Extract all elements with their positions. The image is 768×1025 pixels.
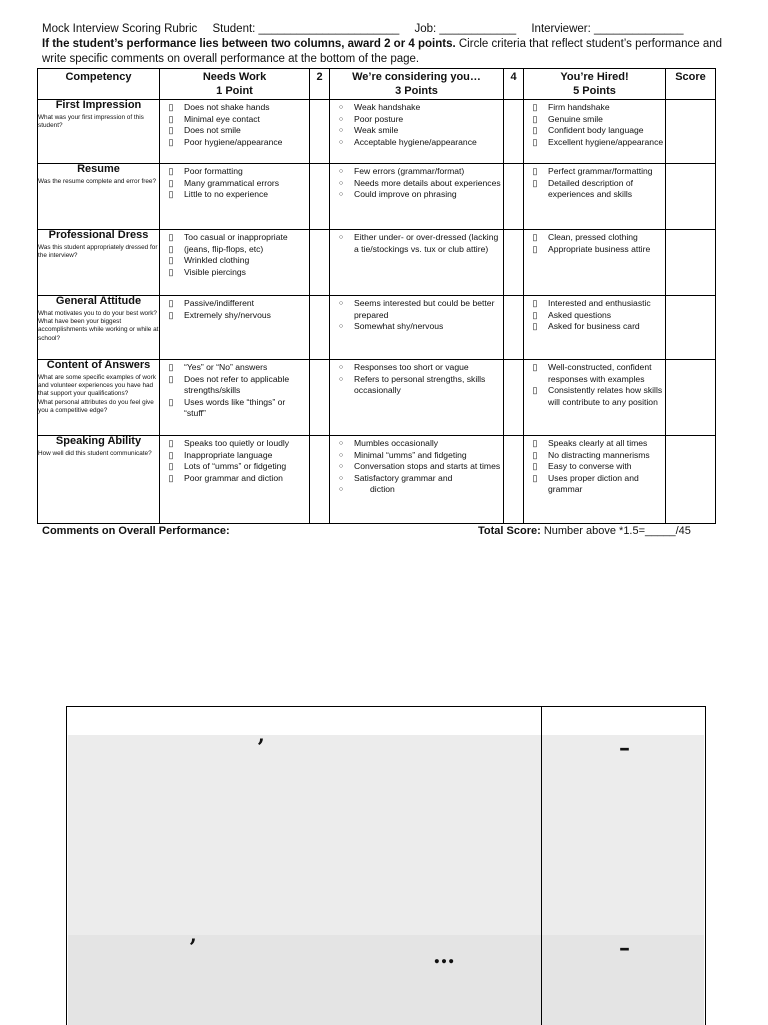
criterion-text: Speaks too quietly or loudly xyxy=(184,438,290,448)
criterion-item[interactable] xyxy=(330,473,503,485)
criterion-item[interactable] xyxy=(160,189,309,201)
hired-cell xyxy=(524,360,666,436)
criterion-text: Mumbles occasionally xyxy=(354,438,439,448)
criterion-item[interactable] xyxy=(330,321,503,333)
shaded-band xyxy=(68,735,541,935)
ellipsis-glyph: … xyxy=(433,943,455,969)
criterion-item[interactable] xyxy=(524,114,665,126)
circle-bullet-icon: ○ xyxy=(338,104,344,111)
lower-table-fragment xyxy=(66,706,706,1025)
needs-work-cell xyxy=(160,100,310,164)
criterion-text: Conversation stops and starts at times xyxy=(354,461,501,472)
criterion-text: Asked questions xyxy=(548,309,612,320)
criterion-text: Either under- or over-dressed (lacking a tie/stockings vs. tux or club attire) xyxy=(354,232,499,254)
checkbox-icon: ▯ xyxy=(532,113,538,124)
checkbox-icon: ▯ xyxy=(532,362,538,372)
criterion-item[interactable] xyxy=(524,310,665,322)
checkbox-icon: ▯ xyxy=(532,438,538,448)
criterion-item[interactable] xyxy=(330,484,503,496)
header-score: Score xyxy=(666,69,716,100)
circle-bullet-icon: ○ xyxy=(338,179,344,187)
criterion-item[interactable] xyxy=(524,125,665,137)
competency-question: What have been your biggest accomplishments while working or while at school? xyxy=(38,318,159,342)
checkbox-icon: ▯ xyxy=(532,461,538,472)
criterion-item[interactable] xyxy=(160,102,309,114)
criterion-text: Does not shake hands xyxy=(184,102,270,112)
comma-glyph: ’ xyxy=(257,735,265,761)
checkbox-icon: ▯ xyxy=(168,362,174,372)
criterion-text: diction xyxy=(370,484,395,495)
checkbox-icon: ▯ xyxy=(168,102,174,112)
circle-bullet-icon: ○ xyxy=(338,168,344,175)
competency-cell xyxy=(38,164,160,230)
criterion-text: Asked for business card xyxy=(548,321,640,332)
table-row xyxy=(38,436,716,524)
considering-cell xyxy=(330,360,504,436)
criterion-item[interactable] xyxy=(524,321,665,333)
competency-question: Was the resume complete and error free? xyxy=(38,177,157,185)
competency-name: Professional Dress xyxy=(48,229,149,241)
needs-work-cell xyxy=(160,164,310,230)
four-point-cell[interactable] xyxy=(504,296,524,360)
checkbox-icon: ▯ xyxy=(168,396,174,407)
checkbox-icon: ▯ xyxy=(168,266,174,277)
header-competency: Competency xyxy=(38,69,160,100)
criterion-text: Passive/indifferent xyxy=(184,298,255,308)
criterion-item[interactable] xyxy=(160,125,309,137)
circle-bullet-icon: ○ xyxy=(338,451,344,459)
needs-work-cell xyxy=(160,296,310,360)
checkbox-icon: ▯ xyxy=(168,113,174,124)
checkbox-icon: ▯ xyxy=(168,461,174,472)
total-score: Total Score: Number above *1.5=_____/45 xyxy=(478,525,691,537)
criterion-text: Few errors (grammar/format) xyxy=(354,166,465,176)
four-point-cell[interactable] xyxy=(504,436,524,524)
competency-name: First Impression xyxy=(55,99,142,111)
circle-bullet-icon: ○ xyxy=(338,138,344,146)
header-hired: You’re Hired! 5 Points xyxy=(524,69,666,100)
checkbox-icon: ▯ xyxy=(168,166,174,176)
criterion-item[interactable] xyxy=(330,166,503,178)
criterion-text: Clean, pressed clothing xyxy=(548,232,638,242)
rubric-header xyxy=(42,22,742,67)
criterion-item[interactable] xyxy=(524,166,665,178)
checkbox-icon: ▯ xyxy=(532,385,538,396)
checkbox-icon: ▯ xyxy=(168,298,174,308)
checkbox-icon: ▯ xyxy=(532,102,538,112)
checkbox-icon: ▯ xyxy=(168,449,174,460)
criterion-item[interactable] xyxy=(160,374,309,397)
competency-cell xyxy=(38,436,160,524)
criterion-text: Does not refer to applicable strengths/skills xyxy=(184,373,290,396)
dash-glyph: – xyxy=(619,735,630,761)
criterion-text: Genuine smile xyxy=(548,113,603,124)
criterion-text: Minimal “umms” and fidgeting xyxy=(354,449,467,460)
header-needs-work: Needs Work 1 Point xyxy=(160,69,310,100)
two-point-cell[interactable] xyxy=(310,164,330,230)
checkbox-icon: ▯ xyxy=(168,125,174,136)
header-4-points: 4 xyxy=(504,69,524,100)
criterion-item[interactable] xyxy=(330,450,503,462)
criterion-item[interactable] xyxy=(160,298,309,310)
criterion-item[interactable] xyxy=(330,461,503,473)
criterion-text: Firm handshake xyxy=(548,102,610,112)
criterion-item[interactable] xyxy=(160,137,309,149)
checkbox-icon: ▯ xyxy=(532,136,538,147)
checkbox-icon: ▯ xyxy=(168,438,174,448)
checkbox-icon: ▯ xyxy=(168,189,174,200)
criterion-item[interactable] xyxy=(160,473,309,485)
shaded-band xyxy=(68,935,541,1025)
checkbox-icon: ▯ xyxy=(168,243,174,254)
criterion-text: Needs more details about experiences xyxy=(354,177,501,188)
criterion-text: Poor posture xyxy=(354,113,404,124)
criterion-item[interactable] xyxy=(330,362,503,374)
hired-cell xyxy=(524,100,666,164)
needs-work-cell xyxy=(160,436,310,524)
criterion-text: Does not smile xyxy=(184,125,241,136)
criterion-text: Consistently relates how skills will contribute to any position xyxy=(548,385,663,407)
criterion-item[interactable] xyxy=(330,114,503,126)
circle-bullet-icon: ○ xyxy=(338,474,344,482)
two-point-cell[interactable] xyxy=(310,100,330,164)
criterion-text: Speaks clearly at all times xyxy=(548,438,648,448)
criterion-text: Confident body language xyxy=(548,125,644,136)
criterion-text: Extremely shy/nervous xyxy=(184,309,271,320)
checkbox-icon: ▯ xyxy=(168,177,174,188)
score-cell[interactable] xyxy=(666,164,716,230)
criterion-text: Acceptable hygiene/appearance xyxy=(354,136,477,147)
circle-bullet-icon: ○ xyxy=(338,375,344,383)
circle-bullet-icon: ○ xyxy=(338,191,344,199)
criterion-item[interactable] xyxy=(330,189,503,201)
job-field: Job: ____________ xyxy=(414,23,517,35)
hired-cell xyxy=(524,164,666,230)
criterion-item[interactable] xyxy=(524,298,665,310)
competency-question: What personal attributes do you feel give you a competitive edge? xyxy=(38,398,154,415)
score-cell[interactable] xyxy=(666,436,716,524)
checkbox-icon: ▯ xyxy=(532,232,538,242)
score-cell[interactable] xyxy=(666,296,716,360)
circle-bullet-icon: ○ xyxy=(338,463,344,471)
criterion-item[interactable] xyxy=(524,178,665,201)
rubric-table xyxy=(37,68,716,524)
criterion-item[interactable] xyxy=(524,461,665,473)
criterion-text: (jeans, flip-flops, etc) xyxy=(184,243,264,254)
checkbox-icon: ▯ xyxy=(168,472,174,483)
checkbox-icon: ▯ xyxy=(168,136,174,147)
criterion-text: Seems interested but could be better prepared xyxy=(354,298,495,320)
criterion-item[interactable] xyxy=(330,137,503,149)
circle-bullet-icon: ○ xyxy=(338,323,344,331)
score-cell[interactable] xyxy=(666,360,716,436)
criterion-text: Wrinkled clothing xyxy=(184,255,250,266)
circle-bullet-icon: ○ xyxy=(338,127,344,135)
rubric-title: Mock Interview Scoring Rubric xyxy=(42,23,198,35)
criterion-text: “Yes” or “No” answers xyxy=(184,362,268,372)
competency-question: What was your first impression of this student? xyxy=(38,113,144,129)
criterion-item[interactable] xyxy=(160,166,309,178)
criterion-item[interactable] xyxy=(330,232,503,255)
circle-bullet-icon: ○ xyxy=(338,234,344,241)
checkbox-icon: ▯ xyxy=(168,373,174,384)
criterion-text: Weak smile xyxy=(354,125,399,136)
score-cell[interactable] xyxy=(666,100,716,164)
competency-cell xyxy=(38,296,160,360)
hired-cell xyxy=(524,230,666,296)
column-divider xyxy=(541,707,542,1025)
considering-cell xyxy=(330,436,504,524)
rubric-footer xyxy=(42,525,722,537)
shaded-band xyxy=(542,735,704,935)
checkbox-icon: ▯ xyxy=(168,232,174,242)
two-point-cell[interactable] xyxy=(310,360,330,436)
criterion-item[interactable] xyxy=(160,255,309,267)
circle-bullet-icon: ○ xyxy=(338,115,344,123)
criterion-text: Little to no experience xyxy=(184,189,269,200)
criterion-text: Interested and enthusiastic xyxy=(548,298,651,308)
checkbox-icon: ▯ xyxy=(532,243,538,254)
checkbox-icon: ▯ xyxy=(532,309,538,320)
circle-bullet-icon: ○ xyxy=(338,300,344,307)
competency-name: Speaking Ability xyxy=(55,435,142,447)
criterion-text: Responses too short or vague xyxy=(354,362,469,372)
considering-cell xyxy=(330,230,504,296)
competency-question: What are some specific examples of work and volunteer experiences you have had that support your qualifications? xyxy=(38,373,156,398)
criterion-item[interactable] xyxy=(160,310,309,322)
four-point-cell[interactable] xyxy=(504,100,524,164)
checkbox-icon: ▯ xyxy=(532,472,538,483)
comments-label: Comments on Overall Performance: xyxy=(42,525,230,537)
criterion-text: Could improve on phrasing xyxy=(354,189,457,200)
criterion-text: Excellent hygiene/appearance xyxy=(548,136,664,147)
competency-question: How well did this student communicate? xyxy=(38,449,152,457)
criterion-text: Satisfactory grammar and xyxy=(354,472,453,483)
criterion-text: Too casual or inappropriate xyxy=(184,232,288,242)
score-cell[interactable] xyxy=(666,230,716,296)
criterion-item[interactable] xyxy=(330,178,503,190)
criterion-item[interactable] xyxy=(160,114,309,126)
interviewer-field: Interviewer: ______________ xyxy=(531,23,684,35)
four-point-cell[interactable] xyxy=(504,230,524,296)
checkbox-icon: ▯ xyxy=(168,255,174,266)
criterion-text: Refers to personal strengths, skills occasionally xyxy=(354,373,486,396)
criterion-item[interactable] xyxy=(160,232,309,244)
criterion-item[interactable] xyxy=(524,244,665,256)
dash-glyph: – xyxy=(619,935,630,961)
criterion-text: Detailed description of experiences and skills xyxy=(548,177,634,200)
criterion-text: Uses words like “things” or “stuff” xyxy=(184,396,286,419)
criterion-item[interactable] xyxy=(524,450,665,462)
criterion-text: Somewhat shy/nervous xyxy=(354,321,444,332)
criterion-item[interactable] xyxy=(330,298,503,321)
two-point-cell[interactable] xyxy=(310,230,330,296)
hired-cell xyxy=(524,436,666,524)
criterion-item[interactable] xyxy=(330,125,503,137)
two-point-cell[interactable] xyxy=(310,296,330,360)
checkbox-icon: ▯ xyxy=(532,449,538,460)
competency-cell xyxy=(38,230,160,296)
considering-cell xyxy=(330,164,504,230)
four-point-cell[interactable] xyxy=(504,164,524,230)
criterion-text: Uses proper diction and grammar xyxy=(548,472,639,495)
table-row xyxy=(38,296,716,360)
criterion-text: Poor formatting xyxy=(184,166,243,176)
competency-name: Resume xyxy=(77,163,120,175)
considering-cell xyxy=(330,100,504,164)
hired-cell xyxy=(524,296,666,360)
table-row xyxy=(38,100,716,164)
needs-work-cell xyxy=(160,230,310,296)
two-point-cell[interactable] xyxy=(310,436,330,524)
criterion-item[interactable] xyxy=(160,450,309,462)
criterion-item[interactable] xyxy=(160,267,309,279)
criterion-text: Appropriate business attire xyxy=(548,243,651,254)
comma-glyph: ’ xyxy=(189,935,197,961)
criterion-text: Weak handshake xyxy=(354,102,421,112)
competency-cell xyxy=(38,100,160,164)
competency-cell xyxy=(38,360,160,436)
criterion-item[interactable] xyxy=(330,374,503,397)
table-row xyxy=(38,164,716,230)
criterion-item[interactable] xyxy=(330,438,503,450)
criterion-item[interactable] xyxy=(330,102,503,114)
four-point-cell[interactable] xyxy=(504,360,524,436)
criterion-item[interactable] xyxy=(160,438,309,450)
criterion-item[interactable] xyxy=(524,385,665,408)
criterion-item[interactable] xyxy=(524,473,665,496)
criterion-text: Inappropriate language xyxy=(184,449,273,460)
competency-name: Content of Answers xyxy=(46,359,151,371)
circle-bullet-icon: ○ xyxy=(338,364,344,371)
criterion-item[interactable] xyxy=(160,178,309,190)
competency-question: Was this student appropriately dressed for the interview? xyxy=(38,243,158,259)
criterion-item[interactable] xyxy=(160,397,309,420)
checkbox-icon: ▯ xyxy=(532,298,538,308)
needs-work-cell xyxy=(160,360,310,436)
checkbox-icon: ▯ xyxy=(532,177,538,188)
checkbox-icon: ▯ xyxy=(168,309,174,320)
criterion-text: Minimal eye contact xyxy=(184,113,260,124)
header-considering: We’re considering you… 3 Points xyxy=(330,69,504,100)
instructions xyxy=(42,37,742,67)
student-field: Student: ______________________ xyxy=(212,23,400,35)
criterion-item[interactable] xyxy=(160,362,309,374)
criterion-item[interactable] xyxy=(160,244,309,256)
checkbox-icon: ▯ xyxy=(532,125,538,136)
criterion-text: Visible piercings xyxy=(184,266,246,277)
criterion-text: Easy to converse with xyxy=(548,461,632,472)
table-row xyxy=(38,230,716,296)
checkbox-icon: ▯ xyxy=(532,166,538,176)
circle-bullet-icon: ○ xyxy=(338,486,344,494)
criterion-item[interactable] xyxy=(524,137,665,149)
criterion-item[interactable] xyxy=(524,362,665,385)
competency-name: General Attitude xyxy=(55,295,142,307)
instructions-bold: If the student’s performance lies between two columns, award 2 or 4 points. xyxy=(42,38,456,50)
competency-question: What motivates you to do your best work? xyxy=(38,309,157,317)
criterion-text: Perfect grammar/formatting xyxy=(548,166,653,176)
table-row xyxy=(38,360,716,436)
header-2-points: 2 xyxy=(310,69,330,100)
table-header-row xyxy=(38,69,716,100)
criterion-text: Poor hygiene/appearance xyxy=(184,136,283,147)
criterion-text: Many grammatical errors xyxy=(184,177,280,188)
criterion-text: No distracting mannerisms xyxy=(548,449,650,460)
criterion-text: Lots of “umms” or fidgeting xyxy=(184,461,287,472)
checkbox-icon: ▯ xyxy=(532,321,538,332)
instructions-rest: Circle criteria that reflect student’s performance and write specific comments on overall performance at the bottom of the page. xyxy=(42,38,723,65)
criterion-text: Well-constructed, confident responses with examples xyxy=(548,362,652,384)
circle-bullet-icon: ○ xyxy=(338,440,344,447)
criterion-item[interactable] xyxy=(524,438,665,450)
criterion-text: Poor grammar and diction xyxy=(184,472,283,483)
criterion-item[interactable] xyxy=(524,102,665,114)
criterion-item[interactable] xyxy=(524,232,665,244)
criterion-item[interactable] xyxy=(160,461,309,473)
considering-cell xyxy=(330,296,504,360)
